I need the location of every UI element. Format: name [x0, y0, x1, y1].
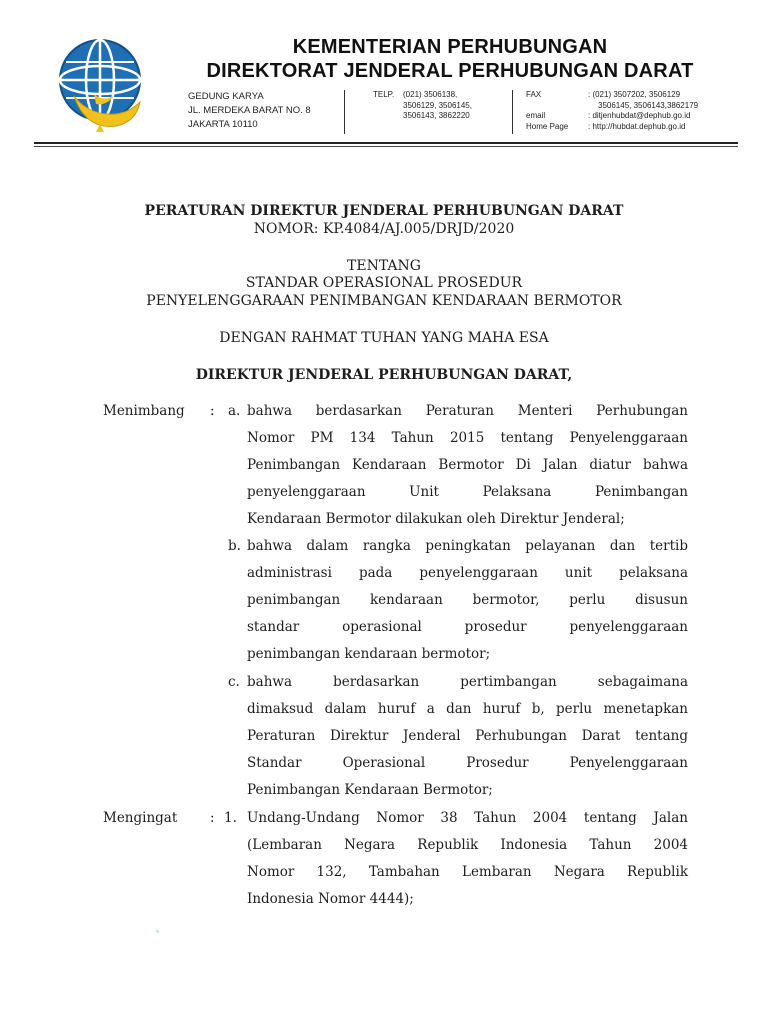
- ministry-globe-emblem-icon: [56, 36, 144, 136]
- about-heading: TENTANG: [347, 258, 421, 274]
- telephone-block: [373, 90, 513, 134]
- considering-c-line: Standar Operasional Prosedur Penyelenggaraan: [247, 755, 688, 771]
- address-line: GEDUNG KARYA: [188, 91, 264, 102]
- email-label: email: [526, 111, 546, 120]
- contact-details: [526, 90, 726, 132]
- recalling-label: Mengingat: [103, 810, 178, 826]
- considering-c-line: dimaksud dalam huruf a dan huruf b, perlu menetapkan: [247, 701, 688, 717]
- letterhead-rule: [34, 142, 738, 144]
- telephone-label: TELP.: [373, 90, 395, 99]
- telephone-line: (021) 3506138,: [403, 90, 458, 99]
- item-marker: c.: [228, 674, 240, 690]
- homepage-link[interactable]: : http://hubdat.dephub.go.id: [588, 121, 686, 131]
- subject-line: PENYELENGGARAAN PENIMBANGAN KENDARAAN BERMOTOR: [146, 293, 622, 309]
- scan-speck: [156, 930, 159, 933]
- recalling-1-line: (Lembaran Negara Republik Indonesia Tahun 2004: [247, 837, 688, 853]
- telephone-line: 3506129, 3506145,: [403, 100, 472, 110]
- considering-colon: :: [210, 403, 215, 419]
- ministry-name: KEMENTERIAN PERHUBUNGAN: [292, 36, 608, 58]
- telephone-line: 3506143, 3862220: [403, 111, 470, 120]
- fax-label: FAX: [526, 90, 542, 99]
- considering-b-line: penimbangan kendaraan bermotor, perlu disusun: [247, 592, 688, 608]
- item-marker: 1.: [224, 810, 237, 826]
- considering-label: Menimbang: [103, 403, 185, 419]
- letterhead-rule-thin: [34, 146, 738, 147]
- divider: [512, 90, 513, 134]
- homepage-label: Home Page: [526, 121, 569, 131]
- address-line: JAKARTA 10110: [188, 119, 258, 130]
- considering-a-line: Penimbangan Kendaraan Bermotor Di Jalan diatur bahwa: [247, 457, 688, 473]
- considering-b-line: standar operasional prosedur penyelenggaraan: [247, 619, 688, 635]
- regulation-title: PERATURAN DIREKTUR JENDERAL PERHUBUNGAN DARAT: [144, 203, 624, 219]
- divider: [344, 90, 345, 134]
- recalling-1-line: Indonesia Nomor 4444);: [247, 891, 414, 907]
- considering-a-line: Kendaraan Bermotor dilakukan oleh Direktur Jenderal;: [247, 511, 625, 527]
- item-marker: b.: [228, 538, 241, 554]
- considering-b-line: administrasi pada penyelenggaraan unit pelaksana: [247, 565, 688, 581]
- considering-a-line: bahwa berdasarkan Peraturan Menteri Perhubungan: [247, 403, 688, 419]
- address-line: JL. MERDEKA BARAT NO. 8: [188, 105, 311, 116]
- considering-a-line: Nomor PM 134 Tahun 2015 tentang Penyelenggaraan: [247, 430, 688, 446]
- recalling-colon: :: [210, 810, 215, 826]
- recalling-1-line: Nomor 132, Tambahan Lembaran Negara Republik: [247, 864, 688, 880]
- recalling-1-line: Undang-Undang Nomor 38 Tahun 2004 tentang Jalan: [247, 810, 688, 826]
- considering-b-line: bahwa dalam rangka peningkatan pelayanan dan tertib: [247, 538, 688, 554]
- considering-c-line: Peraturan Direktur Jenderal Perhubungan Darat tentang: [247, 728, 688, 744]
- office-address: [188, 90, 311, 132]
- directorate-name: DIREKTORAT JENDERAL PERHUBUNGAN DARAT: [206, 60, 694, 82]
- considering-a-line: penyelenggaraan Unit Pelaksana Penimbangan: [247, 484, 688, 500]
- email-value[interactable]: : ditjenhubdat@dephub.go.id: [588, 111, 691, 120]
- item-marker: a.: [228, 403, 241, 419]
- considering-c-line: Penimbangan Kendaraan Bermotor;: [247, 782, 493, 798]
- blessing-line: DENGAN RAHMAT TUHAN YANG MAHA ESA: [219, 330, 549, 346]
- considering-c-line: bahwa berdasarkan pertimbangan sebagaimana: [247, 674, 688, 690]
- considering-b-line: penimbangan kendaraan bermotor;: [247, 646, 491, 662]
- regulation-number: NOMOR: KP.4084/AJ.005/DRJD/2020: [253, 221, 515, 237]
- subject-line: STANDAR OPERASIONAL PROSEDUR: [245, 275, 523, 291]
- fax-value: 3506145, 3506143,3862179: [598, 100, 699, 110]
- fax-value: : (021) 3507202, 3506129: [588, 90, 681, 99]
- issuer-line: DIREKTUR JENDERAL PERHUBUNGAN DARAT,: [195, 367, 573, 383]
